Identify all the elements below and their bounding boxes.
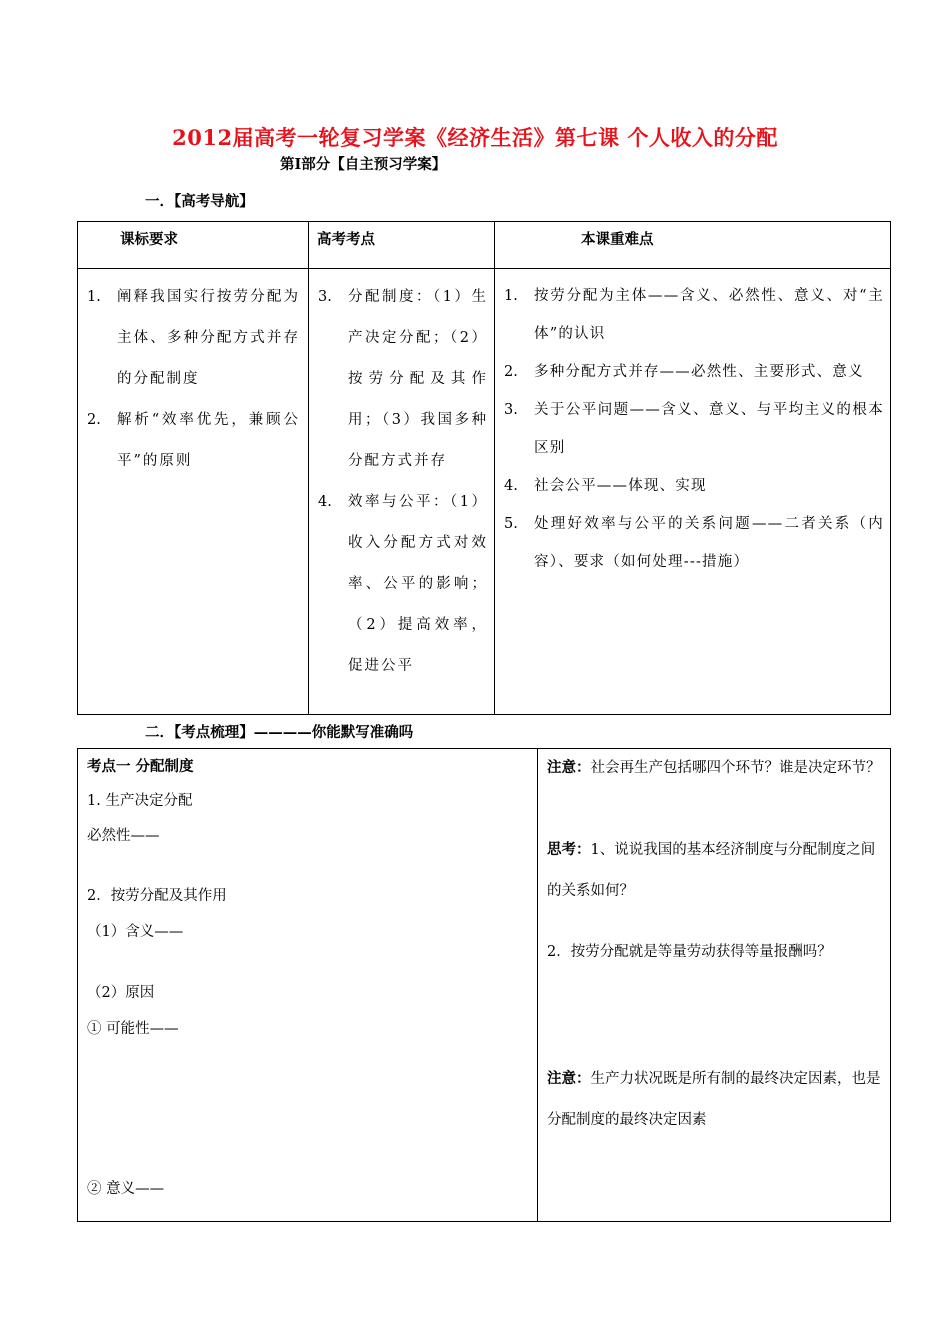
- header-cell: [78, 222, 309, 269]
- header-cell: [495, 222, 891, 269]
- page-title: 2012届高考一轮复习学案《经济生活》第七课 个人收入的分配: [172, 125, 778, 150]
- note-label: 注意：: [547, 1070, 591, 1087]
- header-curriculum: 课标要求: [120, 231, 178, 248]
- list-item: 5. 处理好效率与公平的关系问题——二者关系（内容）、要求（如何处理---措施）: [504, 516, 884, 570]
- note-text: 社会再生产包括哪四个环节？谁是决定环节？: [590, 760, 881, 776]
- list-item: 2. 解析“效率优先，兼顾公平”的原则: [87, 412, 300, 469]
- think-block: [547, 829, 882, 912]
- list-item: 1. 按劳分配为主体——含义、必然性、意义、对“主体”的认识: [504, 288, 884, 342]
- header-cell: [309, 222, 495, 269]
- key-points-review-table: [77, 748, 891, 1222]
- note-block: [547, 747, 882, 789]
- part-subtitle: 第Ⅰ部分【自主预习学案】: [280, 156, 447, 173]
- review-line: ② 意义——: [87, 1181, 165, 1197]
- header-exam-points: 高考考点: [317, 231, 375, 248]
- exam-navigation-table: [77, 221, 891, 715]
- list-item: 4. 社会公平——体现、实现: [504, 478, 707, 494]
- think-question-2: 2．按劳分配就是等量劳动获得等量报酬吗？: [547, 944, 832, 960]
- topic-heading: 考点一 分配制度: [87, 758, 194, 775]
- review-line: （2）原因: [87, 985, 155, 1001]
- note-block: [547, 1058, 882, 1141]
- review-line: ① 可能性——: [87, 1021, 179, 1037]
- list-item: 3. 关于公平问题——含义、意义、与平均主义的根本区别: [504, 402, 884, 456]
- list-item: 3. 分配制度：（1）生产决定分配；（2）按劳分配及其作用；（3）我国多种分配方式并存: [318, 289, 488, 469]
- review-line: 1. 生产决定分配: [87, 793, 193, 809]
- section-heading-navigation: 一．【高考导航】: [145, 193, 254, 210]
- review-line: 2．按劳分配及其作用: [87, 888, 227, 904]
- review-right-cell: [538, 749, 891, 1222]
- curriculum-cell: [78, 269, 309, 715]
- header-key-points: 本课重难点: [581, 231, 654, 248]
- review-line: 必然性——: [87, 828, 160, 844]
- review-line: （1）含义——: [87, 924, 184, 940]
- list-item: 2. 多种分配方式并存——必然性、主要形式、意义: [504, 364, 864, 380]
- list-item: 4. 效率与公平：（1）收入分配方式对效率、公平的影响；（2）提高效率，促进公平: [318, 494, 488, 674]
- list-item: 1. 阐释我国实行按劳分配为主体、多种分配方式并存的分配制度: [87, 289, 300, 387]
- review-left-cell: [78, 749, 538, 1222]
- section-heading-review: 二．【考点梳理】————你能默写准确吗: [145, 724, 414, 741]
- think-text: 1、说说我国的基本经济制度与分配制度之间的关系如何？: [547, 842, 876, 899]
- key-points-cell: [495, 269, 891, 715]
- note-label: 注意：: [547, 759, 591, 776]
- exam-points-cell: [309, 269, 495, 715]
- think-label: 思考：: [547, 841, 591, 858]
- note-text: 生产力状况既是所有制的最终决定因素，也是分配制度的最终决定因素: [547, 1071, 881, 1128]
